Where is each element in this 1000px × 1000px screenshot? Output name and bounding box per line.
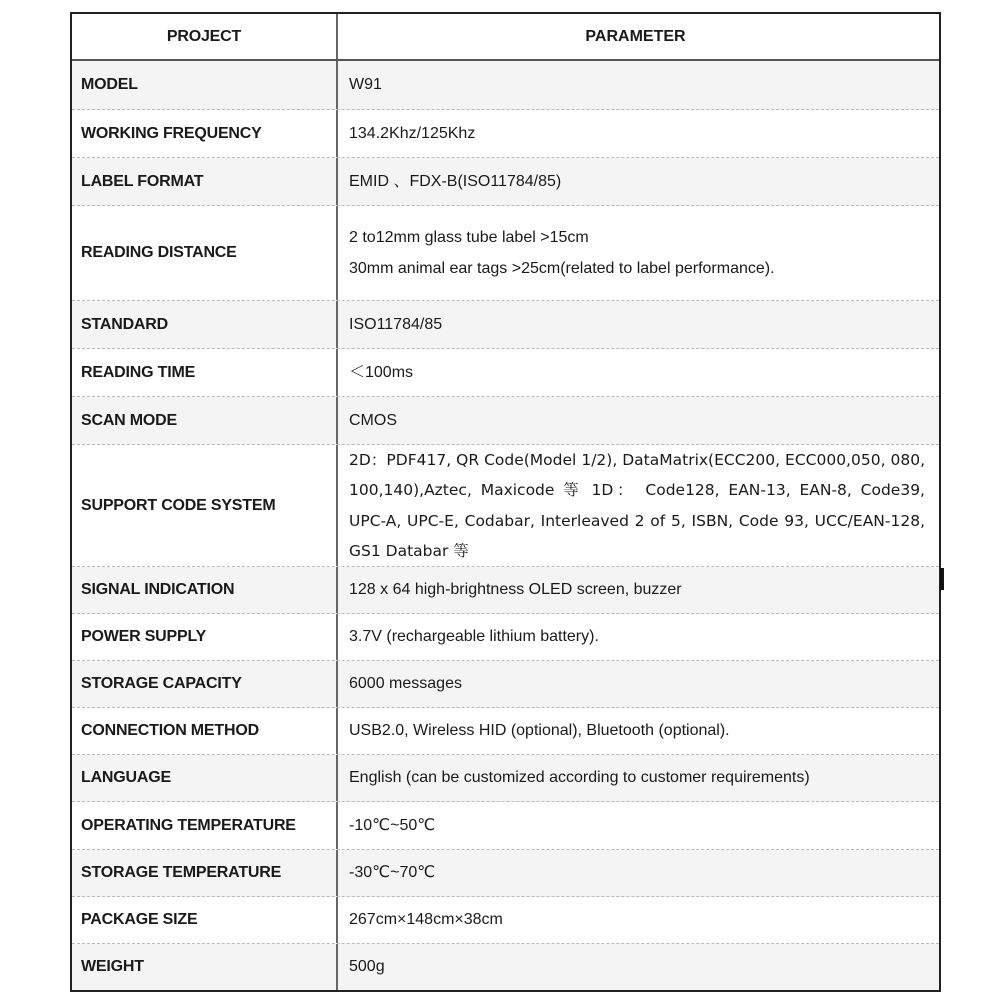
- row-value-line: 2 to12mm glass tube label >15cm: [349, 229, 589, 246]
- row-value: 134.2Khz/125Khz: [349, 124, 476, 142]
- row-value: 6000 messages: [349, 675, 462, 692]
- row-value: EMID 、FDX-B(ISO11784/85): [349, 172, 562, 190]
- row-label: SCAN MODE: [72, 397, 338, 444]
- row-label: MODEL: [72, 61, 338, 109]
- table-row: [72, 206, 939, 301]
- row-value: 3.7V (rechargeable lithium battery).: [349, 628, 599, 645]
- code-system-text: 2D：PDF417, QR Code(Model 1/2), DataMatrix(ECC200, ECC000,050, 080, 100,140),Aztec, Maxicode 等 1D： Code128, EAN-13, EAN-8, Code39, UPC-A, UPC-E, Codabar, Interleaved 2 of 5, ISBN, Code 93, UCC/EAN-128, GS1 Databar 等: [349, 450, 925, 560]
- table-row: [72, 802, 939, 850]
- row-label: SUPPORT CODE SYSTEM: [72, 445, 338, 566]
- row-value: English (can be customized according to customer requirements): [349, 769, 810, 786]
- table-row: [72, 614, 939, 661]
- row-value: -10℃~50℃: [349, 816, 436, 834]
- table-row: [72, 944, 939, 990]
- row-value: -30℃~70℃: [349, 864, 436, 881]
- table-row: [72, 110, 939, 158]
- row-value: 500g: [349, 958, 385, 975]
- header-project: PROJECT: [72, 14, 338, 59]
- row-value: USB2.0, Wireless HID (optional), Bluetooth (optional).: [349, 722, 730, 739]
- row-label: STORAGE CAPACITY: [72, 661, 338, 707]
- table-row: [72, 349, 939, 397]
- header-parameter: PARAMETER: [585, 27, 686, 45]
- table-row: [72, 661, 939, 708]
- table-row: [72, 301, 939, 349]
- table-row: [72, 61, 939, 110]
- table-row: [72, 897, 939, 944]
- table-row: [72, 397, 939, 445]
- table-row: [72, 567, 939, 614]
- table-row: [72, 708, 939, 755]
- table-header-row: [72, 14, 939, 61]
- row-value: CMOS: [349, 411, 397, 429]
- row-value: 267cm×148cm×38cm: [349, 911, 503, 928]
- table-row: [72, 158, 939, 206]
- row-label: POWER SUPPLY: [72, 614, 338, 660]
- row-value: 128 x 64 high-brightness OLED screen, buzzer: [349, 581, 682, 598]
- row-label: WORKING FREQUENCY: [72, 110, 338, 157]
- row-value: ISO11784/85: [349, 315, 443, 333]
- row-label: STORAGE TEMPERATURE: [72, 850, 338, 896]
- row-label: READING DISTANCE: [72, 206, 338, 300]
- row-value: [338, 445, 939, 566]
- table-row: [72, 850, 939, 897]
- row-label: WEIGHT: [72, 944, 338, 990]
- row-value: ＜100ms: [349, 363, 414, 381]
- spec-table: [70, 12, 941, 992]
- row-value: W91: [349, 76, 382, 93]
- row-value-line: 30mm animal ear tags >25cm(related to label performance).: [349, 260, 775, 277]
- row-label: LABEL FORMAT: [72, 158, 338, 205]
- row-label: OPERATING TEMPERATURE: [72, 802, 338, 849]
- row-value-multiline: [338, 206, 939, 300]
- row-label: READING TIME: [72, 349, 338, 396]
- edge-marker: [940, 568, 944, 590]
- row-label: STANDARD: [72, 301, 338, 348]
- row-label: SIGNAL INDICATION: [72, 567, 338, 613]
- table-row: [72, 755, 939, 802]
- row-label: PACKAGE SIZE: [72, 897, 338, 943]
- row-label: CONNECTION METHOD: [72, 708, 338, 754]
- row-label: LANGUAGE: [72, 755, 338, 801]
- table-row: [72, 445, 939, 567]
